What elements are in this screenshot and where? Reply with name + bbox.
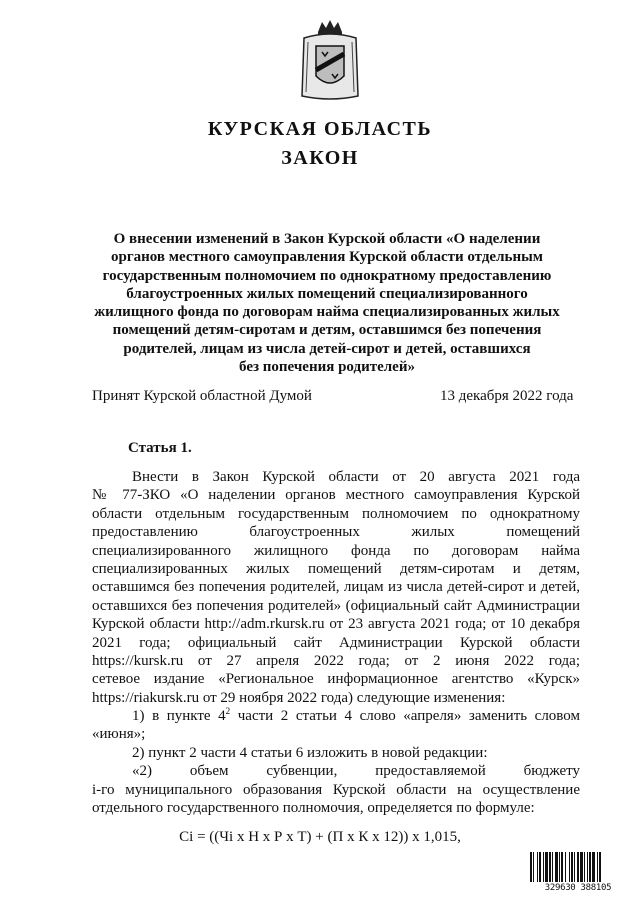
- subsidy-formula: Ci = ((Чi x Н x Р x Т) + (П x К x 12)) x 1,015,: [179, 829, 461, 845]
- barcode-bar: [533, 852, 534, 882]
- barcode-bar: [552, 852, 553, 882]
- barcode-bar: [589, 852, 591, 882]
- heading-line: благоустроенных жилых помещений специализированного: [126, 285, 528, 302]
- document-barcode: [530, 852, 626, 896]
- barcode-bar: [580, 852, 583, 882]
- barcode-bar: [574, 852, 575, 882]
- item-1-line: [92, 707, 580, 725]
- barcode-bar: [555, 852, 558, 882]
- barcode-bar: [537, 852, 538, 882]
- barcode-bar: [569, 852, 570, 882]
- barcode-number: 329630 388105: [544, 883, 612, 893]
- barcode-bar: [530, 852, 532, 882]
- barcode-bar: [559, 852, 560, 882]
- heading-line: родителей, лицам из числа детей-сирот и детей, оставшихся: [123, 340, 531, 357]
- body-line: https://kursk.ru от 27 апреля 2022 года; от 2 июня 2022 года;: [92, 652, 580, 669]
- barcode-bar: [545, 852, 548, 882]
- body-line: оставшимся без попечения родителей, лицам из числа детей-сирот и детей,: [92, 579, 580, 596]
- barcode-bar: [599, 852, 601, 882]
- article-title: Статья 1.: [128, 440, 192, 456]
- barcode-bar: [587, 852, 588, 882]
- barcode-bars: [530, 852, 626, 882]
- item-1-continuation: «июня»;: [92, 726, 146, 743]
- barcode-bar: [561, 852, 563, 882]
- body-line: оставшихся без попечения родителей» (официальный сайт Администрации: [92, 597, 580, 614]
- barcode-bar: [571, 852, 573, 882]
- adopted-by: Принят Курской областной Думой: [92, 388, 312, 404]
- barcode-bar: [539, 852, 541, 882]
- heading-line: без попечения родителей»: [239, 359, 415, 376]
- body-line: специализированного жилищного фонда по договорам найма: [92, 542, 580, 559]
- law-heading: [92, 230, 562, 376]
- region-title: КУРСКАЯ ОБЛАСТЬ: [207, 118, 433, 140]
- heading-line: помещений детям-сиротам и детям, оставшимся без попечения: [112, 322, 542, 339]
- article-body: [92, 468, 580, 817]
- item-1-superscript: 2: [225, 706, 231, 717]
- heading-line: органов местного самоуправления Курской области отдельным: [110, 249, 544, 266]
- body-line: https://riakursk.ru от 29 ноября 2022 года) следующие изменения:: [92, 689, 506, 706]
- heading-line: государственным полномочием по однократному предоставлению: [102, 267, 552, 284]
- body-line: предоставлению благоустроенных жилых помещений: [92, 524, 580, 541]
- body-line: специализированных жилых помещений детям-сиротам и детям,: [92, 560, 580, 577]
- item-1-text-rest: части 2 статьи 4 слово «апреля» заменить словом: [230, 708, 580, 725]
- barcode-bar: [592, 852, 595, 882]
- barcode-bar: [584, 852, 585, 882]
- body-line: 2021 года; официальный сайт Администрации Курской области: [92, 634, 580, 651]
- body-line: № 77-ЗКО «О наделении органов местного самоуправления Курской: [92, 487, 580, 504]
- quote-line: «2) объем субвенции, предоставляемой бюджету: [132, 763, 580, 780]
- barcode-bar: [543, 852, 544, 882]
- barcode-bar: [577, 852, 579, 882]
- body-line: Внести в Закон Курской области от 20 августа 2021 года: [132, 469, 580, 485]
- body-line: области отдельным государственным полномочием по однократному: [92, 505, 580, 522]
- body-line: Курской области http://adm.rkursk.ru от 23 августа 2021 года; от 10 декабря: [92, 616, 580, 633]
- barcode-bar: [565, 852, 566, 882]
- item-2-line: 2) пункт 2 части 4 статьи 6 изложить в новой редакции:: [132, 744, 488, 761]
- heading-line: О внесении изменений в Закон Курской области «О наделении: [113, 231, 541, 247]
- barcode-bar: [597, 852, 598, 882]
- coat-of-arms-emblem: [298, 18, 362, 102]
- quote-line: отдельного государственного полномочия, определяется по формуле:: [92, 800, 535, 817]
- quote-line: i-го муниципального образования Курской области на осуществление: [92, 781, 580, 798]
- barcode-bar: [549, 852, 551, 882]
- item-1-text: 1) в пункте 4: [132, 708, 226, 725]
- heading-line: жилищного фонда по договорам найма специализированных жилых: [94, 304, 560, 321]
- document-type-title: ЗАКОН: [281, 147, 359, 169]
- adoption-date: 13 декабря 2022 года: [440, 388, 574, 404]
- body-line: сетевое издание «Региональное информационное агентство «Курск»: [92, 671, 580, 688]
